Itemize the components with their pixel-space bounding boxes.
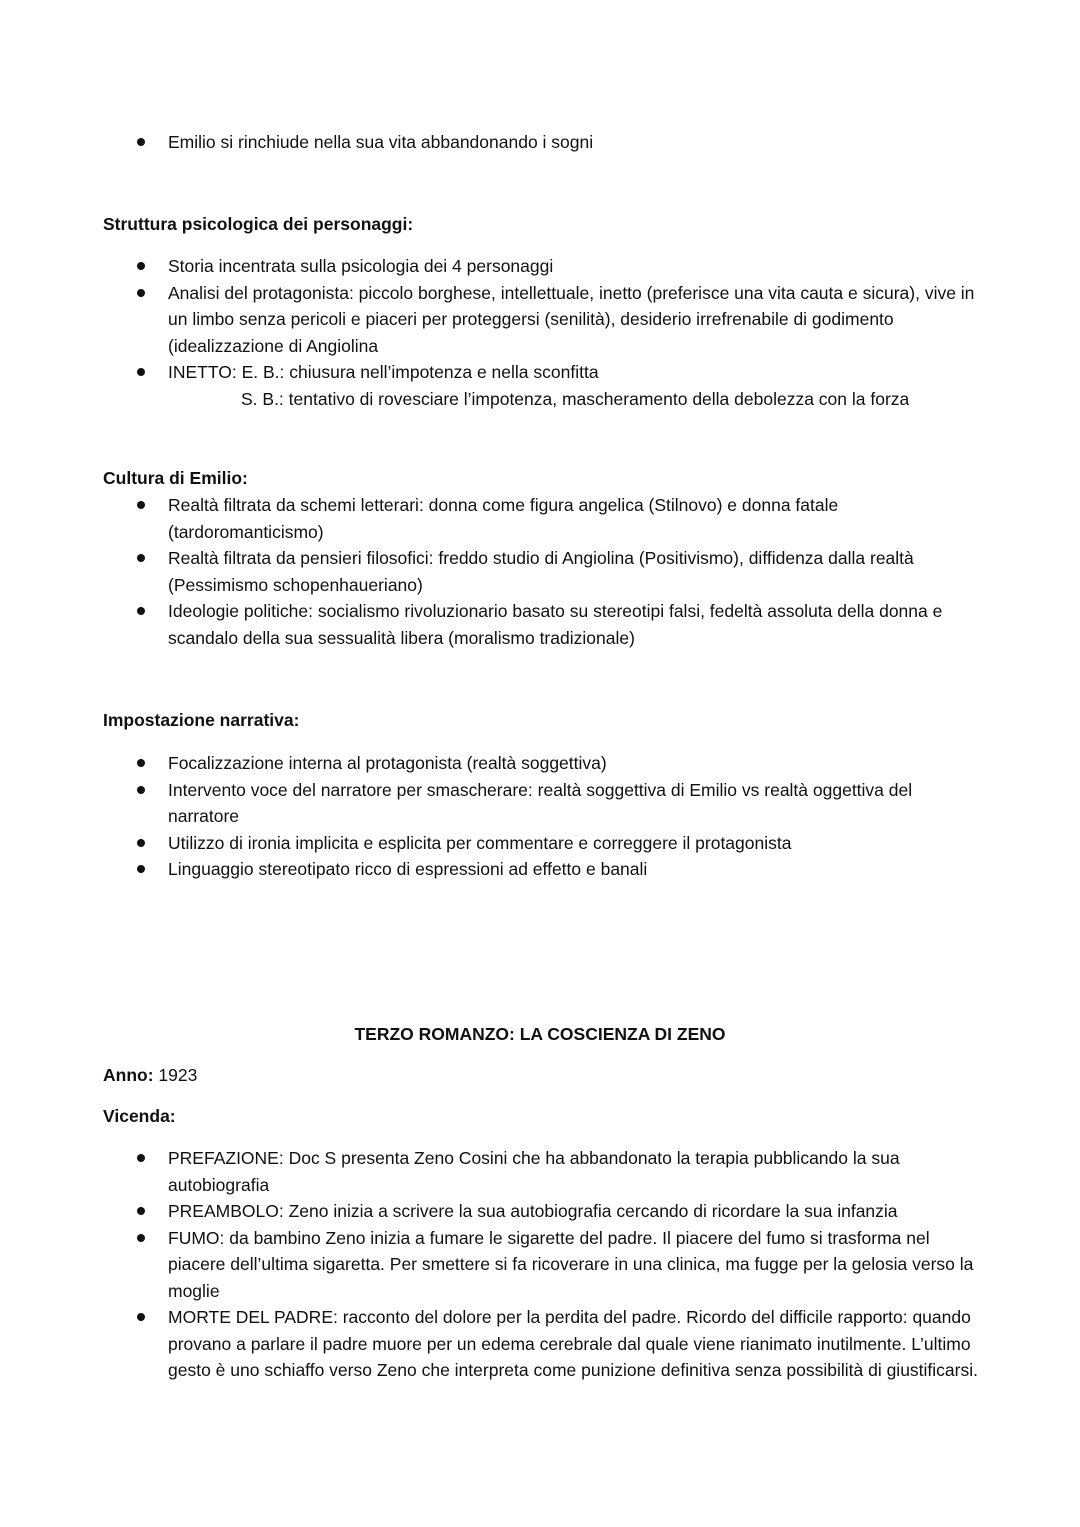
list-item: Linguaggio stereotipato ricco di espressioni ad effetto e banali	[0, 856, 1080, 883]
list-item: Emilio si rinchiude nella sua vita abbandonando i sogni	[0, 129, 1080, 156]
list-item: Ideologie politiche: socialismo rivoluzionario basato su stereotipi falsi, fedeltà assoluta della donna e scandalo della sua sessualità libera (moralismo tradizionale)	[0, 598, 1080, 651]
bullet-icon	[137, 1154, 145, 1162]
heading-cultura: Cultura di Emilio:	[103, 468, 248, 488]
anno-line	[103, 1062, 197, 1088]
section-title: TERZO ROMANZO: LA COSCIENZA DI ZENO	[354, 1024, 726, 1044]
list-item: Storia incentrata sulla psicologia dei 4 personaggi	[0, 253, 1080, 280]
struttura-list	[0, 253, 1080, 412]
impostazione-list	[0, 750, 1080, 883]
list-item: Utilizzo di ironia implicita e esplicita per commentare e correggere il protagonista	[0, 830, 1080, 857]
list-item: Realtà filtrata da pensieri filosofici: freddo studio di Angiolina (Positivismo), diffidenza dalla realtà (Pessimismo schopenhaueriano)	[0, 545, 1080, 598]
anno-label: Anno:	[103, 1065, 154, 1085]
list-item: FUMO: da bambino Zeno inizia a fumare le sigarette del padre. Il piacere del fumo si trasforma nel piacere dell’ultima sigaretta. Per smettere si fa ricoverare in una clinica, ma fugge per la gelosia verso la moglie	[0, 1225, 1080, 1305]
bullet-icon	[137, 501, 145, 509]
bullet-icon	[137, 1207, 145, 1215]
list-item: PREAMBOLO: Zeno inizia a scrivere la sua autobiografia cercando di ricordare la sua infanzia	[0, 1198, 1080, 1225]
heading-struttura: Struttura psicologica dei personaggi:	[103, 214, 414, 234]
list-item: Analisi del protagonista: piccolo borghese, intellettuale, inetto (preferisce una vita cauta e sicura), vive in un limbo senza pericoli e piaceri per proteggersi (senilità), desiderio irrefrenabile di godimento (idealizzazione di Angiolina	[0, 280, 1080, 360]
intro-list	[0, 129, 1080, 156]
bullet-icon	[137, 1313, 145, 1321]
heading-vicenda: Vicenda:	[103, 1106, 176, 1126]
vicenda-list	[0, 1145, 1080, 1384]
list-item: Focalizzazione interna al protagonista (realtà soggettiva)	[0, 750, 1080, 777]
anno-value: 1923	[153, 1065, 198, 1085]
bullet-icon	[137, 138, 145, 146]
list-item: PREFAZIONE: Doc S presenta Zeno Cosini che ha abbandonato la terapia pubblicando la sua autobiografia	[0, 1145, 1080, 1198]
bullet-icon	[137, 607, 145, 615]
list-item: Intervento voce del narratore per smascherare: realtà soggettiva di Emilio vs realtà oggettiva del narratore	[0, 777, 1080, 830]
heading-impostazione: Impostazione narrativa:	[103, 710, 300, 730]
bullet-icon	[137, 1234, 145, 1242]
bullet-icon	[137, 262, 145, 270]
bullet-icon	[137, 839, 145, 847]
bullet-icon	[137, 786, 145, 794]
list-item: Realtà filtrata da schemi letterari: donna come figura angelica (Stilnovo) e donna fatale (tardoromanticismo)	[0, 492, 1080, 545]
subline: S. B.: tentativo di rovesciare l’impotenza, mascheramento della debolezza con la forza	[241, 388, 910, 409]
bullet-icon	[137, 289, 145, 297]
cultura-list	[0, 492, 1080, 651]
list-item: INETTO: E. B.: chiusura nell’impotenza e nella sconfitta S. B.: tentativo di rovesciare l’impotenza, mascheramento della debolezza con la forza	[0, 359, 1080, 412]
bullet-icon	[137, 554, 145, 562]
bullet-icon	[137, 368, 145, 376]
bullet-icon	[137, 865, 145, 873]
bullet-icon	[137, 759, 145, 767]
list-item: MORTE DEL PADRE: racconto del dolore per la perdita del padre. Ricordo del difficile rapporto: quando provano a parlare il padre muore per un edema cerebrale dal quale viene rianimato inutilmente. L’ultimo gesto è uno schiaffo verso Zeno che interpreta come punizione definitiva senza possibilità di giustificarsi.	[0, 1304, 1080, 1384]
